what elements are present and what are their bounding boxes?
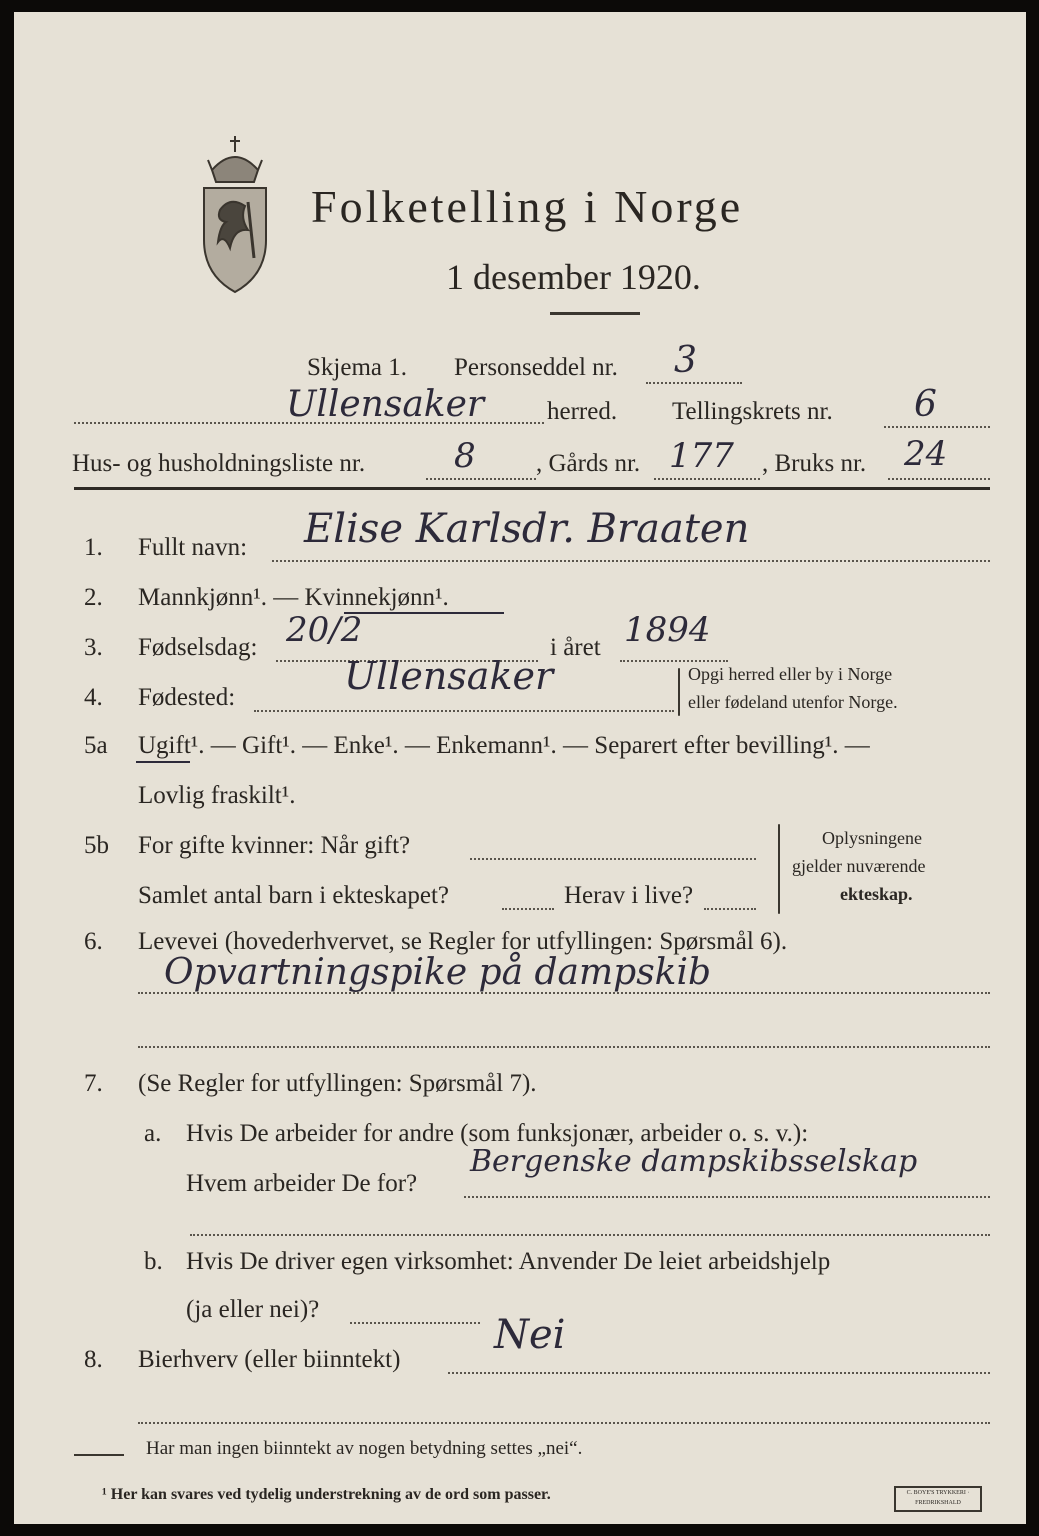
q8-line [448, 1372, 990, 1374]
q2-number: 2. [84, 584, 103, 611]
herred-value: Ullensaker [286, 384, 485, 425]
q5b-note-brace [778, 824, 780, 914]
q7b-line1: Hvis De driver egen virksomhet: Anvender De leiet arbeidshjelp [186, 1248, 831, 1275]
q5b-note1: Oplysningene [822, 828, 922, 848]
header-separator [74, 487, 990, 490]
q8-line2 [138, 1422, 990, 1424]
personseddel-line [646, 382, 742, 384]
q5b-note3: ekteskap. [840, 884, 913, 904]
q5a-number: 5a [84, 732, 108, 759]
tellingskrets-value: 6 [914, 384, 937, 425]
bruks-label: , Bruks nr. [762, 450, 867, 477]
q4-line [254, 710, 674, 712]
q1-number: 1. [84, 534, 103, 561]
q4-number: 4. [84, 684, 103, 711]
q1-value: Elise Karlsdr. Braaten [304, 506, 750, 552]
bruks-value: 24 [904, 434, 948, 474]
q3-label: Fødselsdag: [138, 634, 258, 661]
form-title: Folketelling i Norge [311, 181, 744, 232]
q7-number: 7. [84, 1070, 103, 1097]
bruks-line [888, 478, 990, 480]
q4-value: Ullensaker [344, 654, 554, 698]
printer-mark: C. BOYE'S TRYKKERI · FREDRIKSHALD [894, 1486, 982, 1512]
q8-label: Bierhverv (eller biinntekt) [138, 1346, 401, 1373]
q7a-number: a. [144, 1120, 162, 1147]
q3-year-value: 1894 [624, 610, 711, 650]
q3-year-label: i året [550, 634, 601, 661]
q2-label: Mannkjønn¹. — Kvinnekjønn¹. [138, 584, 449, 611]
q6-line1 [138, 992, 990, 994]
q8-number: 8. [84, 1346, 103, 1373]
q6-number: 6. [84, 928, 103, 955]
q7a-value-line [464, 1196, 990, 1198]
q5b-line1: For gifte kvinner: Når gift? [138, 832, 411, 859]
q7b-answer-line [350, 1322, 480, 1324]
q7b-line2: (ja eller nei)? [186, 1296, 320, 1323]
q4-note-line1: Opgi herred eller by i Norge [688, 664, 893, 684]
q5a-ugift-underline [136, 761, 190, 763]
q2-kvinnekjonn-underline [344, 612, 504, 614]
q5b-line2: Samlet antal barn i ekteskapet? [138, 882, 449, 909]
herred-label: herred. [547, 398, 618, 425]
footer-note: Har man ingen biinntekt av nogen betydning settes „nei“. [146, 1438, 583, 1459]
norwegian-coat-of-arms-icon [190, 130, 280, 300]
q3-year-line [620, 660, 728, 662]
q5b-alive-line [704, 908, 756, 910]
q7a-line-extra [190, 1234, 990, 1236]
tellingskrets-label: Tellingskrets nr. [672, 398, 833, 425]
q3-number: 3. [84, 634, 103, 661]
q5b-note2: gjelder nuværende [792, 856, 926, 876]
q7a-value: Bergenske dampskibsselskap [470, 1144, 918, 1179]
husliste-line [426, 478, 536, 480]
skjema-label: Skjema 1. [307, 354, 407, 381]
personseddel-value: 3 [674, 340, 697, 381]
q5b-number: 5b [84, 832, 109, 859]
q6-value: Opvartningspike på dampskib [164, 952, 712, 993]
title-divider [550, 312, 640, 315]
q3-day-value: 20/2 [286, 610, 363, 650]
census-date: 1 desember 1920. [446, 257, 701, 297]
q8-value: Nei [494, 1312, 566, 1358]
husliste-label: Hus- og husholdningsliste nr. [72, 450, 366, 477]
q5b-when-line [470, 858, 756, 860]
q5a-label: Ugift¹. — Gift¹. — Enke¹. — Enkemann¹. — Separert efter bevilling¹. — [138, 732, 870, 759]
q6-line2 [138, 1046, 990, 1048]
gards-line [654, 478, 760, 480]
q4-note-brace [678, 668, 680, 716]
q1-line [272, 560, 990, 562]
q7b-number: b. [144, 1248, 163, 1275]
husliste-value: 8 [454, 436, 476, 476]
q5b-line2b: Herav i live? [564, 882, 694, 909]
q7a-line1: Hvis De arbeider for andre (som funksjonær, arbeider o. s. v.): [186, 1120, 809, 1147]
personseddel-label: Personseddel nr. [454, 354, 618, 381]
footnote-divider [74, 1454, 124, 1456]
gards-value: 177 [669, 436, 734, 476]
q4-note-line2: eller fødeland utenfor Norge. [688, 692, 898, 712]
q5b-children-line [502, 908, 554, 910]
footnote: ¹ Her kan svares ved tydelig understrekning av de ord som passer. [102, 1486, 551, 1503]
census-form-page [14, 12, 1026, 1524]
q7a-line2: Hvem arbeider De for? [186, 1170, 418, 1197]
gards-label: , Gårds nr. [536, 450, 641, 477]
q7-label: (Se Regler for utfyllingen: Spørsmål 7). [138, 1070, 537, 1097]
q6-label: Levevei (hovederhvervet, se Regler for utfyllingen: Spørsmål 6). [138, 928, 788, 955]
tellingskrets-line [884, 426, 990, 428]
q4-label: Fødested: [138, 684, 236, 711]
q1-label: Fullt navn: [138, 534, 248, 561]
q5a-label-line2: Lovlig fraskilt¹. [138, 782, 296, 809]
